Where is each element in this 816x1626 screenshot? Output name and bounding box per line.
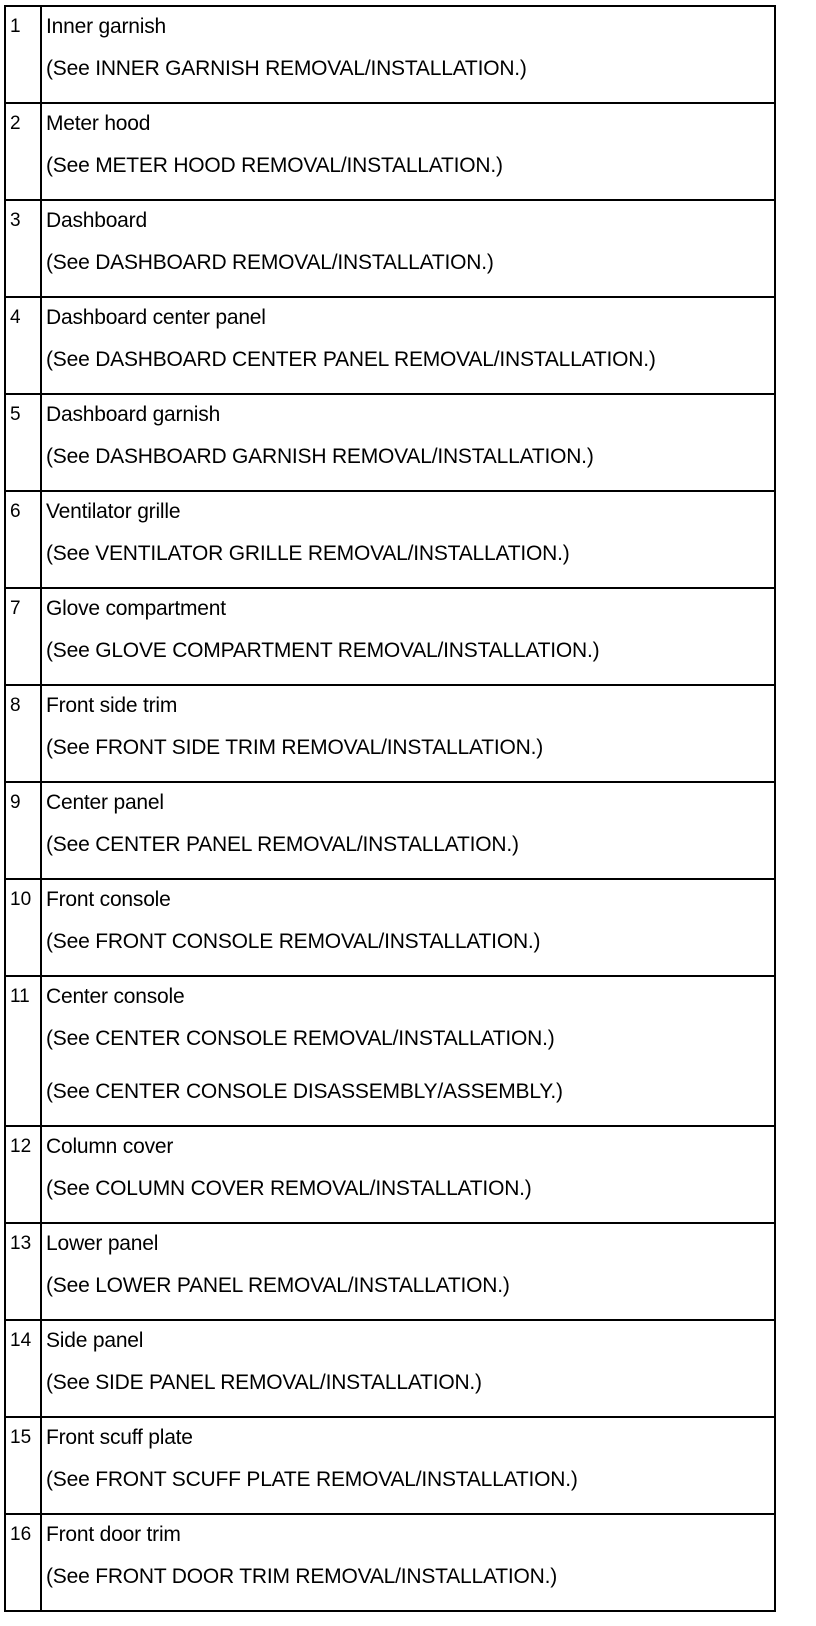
item-description xyxy=(41,6,775,103)
table-row xyxy=(5,879,775,976)
item-description xyxy=(41,103,775,200)
parts-table xyxy=(4,5,776,1612)
procedure-reference-link[interactable]: (See INNER GARNISH REMOVAL/INSTALLATION.) xyxy=(46,57,527,80)
procedure-reference-link[interactable]: (See DASHBOARD REMOVAL/INSTALLATION.) xyxy=(46,251,494,274)
item-number: 14 xyxy=(5,1320,41,1417)
item-description xyxy=(41,588,775,685)
item-description xyxy=(41,1417,775,1514)
table-row xyxy=(5,1320,775,1417)
table-row xyxy=(5,6,775,103)
item-number: 3 xyxy=(5,200,41,297)
table-row xyxy=(5,297,775,394)
item-description xyxy=(41,1320,775,1417)
part-name: Side panel xyxy=(46,1329,144,1352)
procedure-reference-link[interactable]: (See FRONT SCUFF PLATE REMOVAL/INSTALLATION.) xyxy=(46,1468,578,1491)
procedure-reference-link[interactable]: (See CENTER PANEL REMOVAL/INSTALLATION.) xyxy=(46,833,519,856)
item-number: 10 xyxy=(5,879,41,976)
table-row xyxy=(5,200,775,297)
item-number: 15 xyxy=(5,1417,41,1514)
procedure-reference-link[interactable]: (See SIDE PANEL REMOVAL/INSTALLATION.) xyxy=(46,1371,482,1394)
part-name: Lower panel xyxy=(46,1232,159,1255)
procedure-reference-link[interactable]: (See DASHBOARD CENTER PANEL REMOVAL/INSTALLATION.) xyxy=(46,348,656,371)
table-row xyxy=(5,588,775,685)
procedure-reference-link[interactable]: (See COLUMN COVER REMOVAL/INSTALLATION.) xyxy=(46,1177,532,1200)
table-row xyxy=(5,1223,775,1320)
item-number: 4 xyxy=(5,297,41,394)
procedure-reference-link[interactable]: (See CENTER CONSOLE DISASSEMBLY/ASSEMBLY.) xyxy=(46,1080,563,1103)
part-name: Column cover xyxy=(46,1135,174,1158)
item-description xyxy=(41,782,775,879)
item-number: 9 xyxy=(5,782,41,879)
item-description xyxy=(41,297,775,394)
item-description xyxy=(41,685,775,782)
part-name: Front console xyxy=(46,888,171,911)
item-number: 12 xyxy=(5,1126,41,1223)
part-name: Dashboard garnish xyxy=(46,403,221,426)
table-row xyxy=(5,103,775,200)
table-row xyxy=(5,1514,775,1611)
procedure-reference-link[interactable]: (See FRONT SIDE TRIM REMOVAL/INSTALLATION.) xyxy=(46,736,544,759)
procedure-reference-link[interactable]: (See METER HOOD REMOVAL/INSTALLATION.) xyxy=(46,154,503,177)
part-name: Inner garnish xyxy=(46,15,166,38)
table-row xyxy=(5,976,775,1126)
part-name: Glove compartment xyxy=(46,597,226,620)
item-description xyxy=(41,1223,775,1320)
table-row xyxy=(5,782,775,879)
table-row xyxy=(5,491,775,588)
item-number: 8 xyxy=(5,685,41,782)
item-number: 13 xyxy=(5,1223,41,1320)
part-name: Front door trim xyxy=(46,1523,181,1546)
item-number: 1 xyxy=(5,6,41,103)
item-number: 11 xyxy=(5,976,41,1126)
parts-table-body xyxy=(5,6,775,1611)
part-name: Dashboard center panel xyxy=(46,306,266,329)
item-number: 7 xyxy=(5,588,41,685)
procedure-reference-link[interactable]: (See CENTER CONSOLE REMOVAL/INSTALLATION.) xyxy=(46,1027,555,1050)
part-name: Front side trim xyxy=(46,694,178,717)
part-name: Center panel xyxy=(46,791,164,814)
item-description xyxy=(41,1514,775,1611)
table-row xyxy=(5,394,775,491)
part-name: Front scuff plate xyxy=(46,1426,193,1449)
table-row xyxy=(5,1126,775,1223)
procedure-reference-link[interactable]: (See VENTILATOR GRILLE REMOVAL/INSTALLATION.) xyxy=(46,542,570,565)
item-number: 2 xyxy=(5,103,41,200)
item-number: 16 xyxy=(5,1514,41,1611)
part-name: Center console xyxy=(46,985,185,1008)
part-name: Meter hood xyxy=(46,112,151,135)
item-description xyxy=(41,879,775,976)
item-number: 5 xyxy=(5,394,41,491)
item-description xyxy=(41,976,775,1126)
procedure-reference-link[interactable]: (See DASHBOARD GARNISH REMOVAL/INSTALLATION.) xyxy=(46,445,594,468)
procedure-reference-link[interactable]: (See LOWER PANEL REMOVAL/INSTALLATION.) xyxy=(46,1274,510,1297)
item-description xyxy=(41,1126,775,1223)
procedure-reference-link[interactable]: (See FRONT DOOR TRIM REMOVAL/INSTALLATION.) xyxy=(46,1565,558,1588)
item-description xyxy=(41,394,775,491)
table-row xyxy=(5,1417,775,1514)
item-description xyxy=(41,491,775,588)
item-description xyxy=(41,200,775,297)
table-row xyxy=(5,685,775,782)
procedure-reference-link[interactable]: (See GLOVE COMPARTMENT REMOVAL/INSTALLATION.) xyxy=(46,639,600,662)
part-name: Dashboard xyxy=(46,209,147,232)
part-name: Ventilator grille xyxy=(46,500,181,523)
procedure-reference-link[interactable]: (See FRONT CONSOLE REMOVAL/INSTALLATION.) xyxy=(46,930,541,953)
item-number: 6 xyxy=(5,491,41,588)
